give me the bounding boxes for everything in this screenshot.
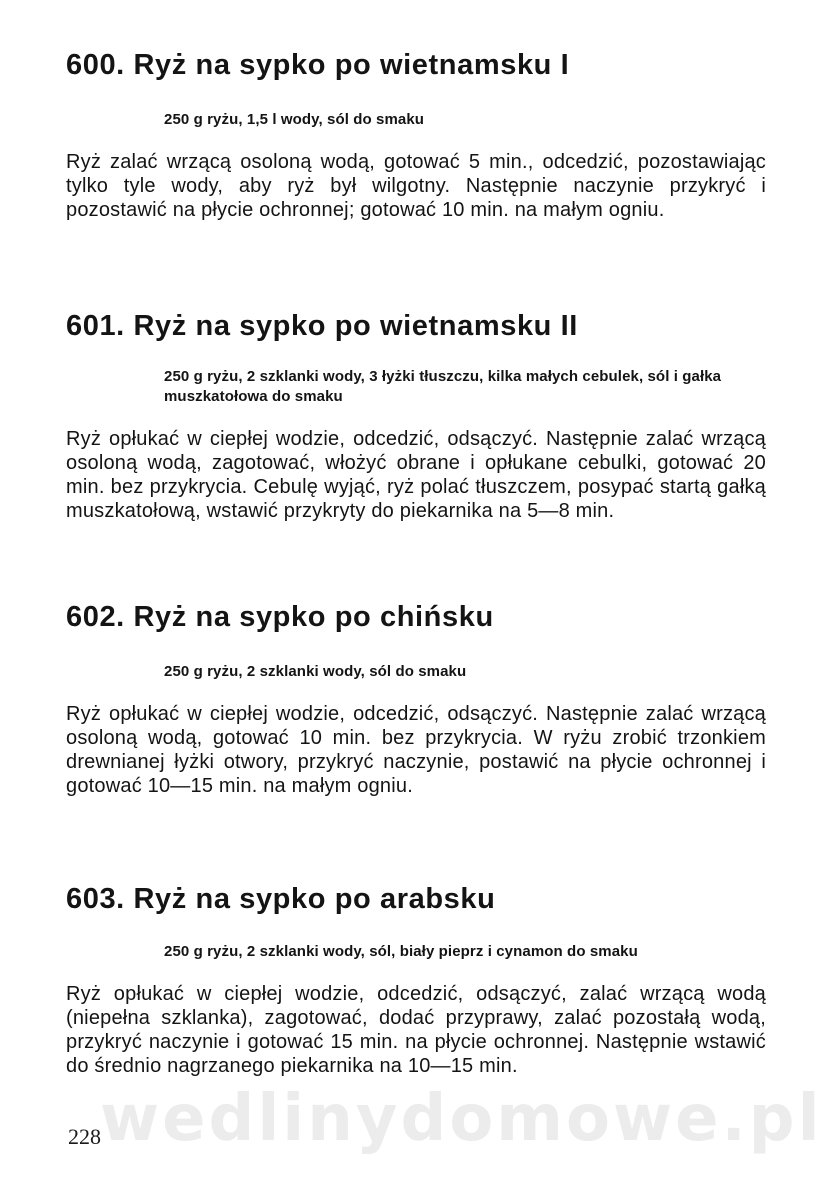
recipe-ingredients: 250 g ryżu, 2 szklanki wody, 3 łyżki tłuszczu, kilka małych cebulek, sól i gałka muszkatołowa do smaku: [164, 368, 722, 405]
recipe-ingredients: 250 g ryżu, 2 szklanki wody, sól, biały pieprz i cynamon do smaku: [164, 943, 638, 960]
page-number: 228: [68, 1124, 101, 1149]
recipe-title: 601. Ryż na sypko po wietnamsku II: [66, 310, 578, 342]
recipe-ingredients: 250 g ryżu, 2 szklanki wody, sól do smaku: [164, 663, 467, 680]
recipe-603: [66, 882, 766, 1078]
recipe-title: 600. Ryż na sypko po wietnamsku I: [66, 49, 570, 81]
recipe-instructions: Ryż zalać wrzącą osoloną wodą, gotować 5 min., odcedzić, pozostawiając tylko tyle wody, aby ryż był wilgotny. Następnie naczynie przykryć i pozostawić na płycie ochronnej; gotować 10 min. na małym ogniu.: [66, 151, 766, 221]
recipe-600: [66, 48, 766, 222]
recipe-instructions: Ryż opłukać w ciepłej wodzie, odcedzić, odsączyć, zalać wrzącą wodą (niepełna szklanka), zagotować, dodać przyprawy, zalać pozostałą wodą, przykryć naczynie i gotować 15 min. na płycie ochronnej. Następnie wstawić do średnio nagrzanego piekarnika na 10—15 min.: [66, 983, 766, 1077]
recipe-title: 602. Ryż na sypko po chińsku: [66, 601, 494, 633]
recipe-602: [66, 600, 766, 798]
recipe-ingredients: 250 g ryżu, 1,5 l wody, sól do smaku: [164, 111, 425, 128]
watermark: wedlinydomowe.pl: [100, 1082, 823, 1156]
recipe-instructions: Ryż opłukać w ciepłej wodzie, odcedzić, odsączyć. Następnie zalać wrzącą osoloną wodą, gotować 10 min. bez przykrycia. W ryżu zrobić trzonkiem drewnianej łyżki otwory, przykryć naczynie, postawić na płycie ochronnej i gotować 10—15 min. na małym ogniu.: [66, 703, 766, 797]
recipe-title: 603. Ryż na sypko po arabsku: [66, 883, 496, 915]
recipe-601: [66, 309, 766, 523]
recipe-instructions: Ryż opłukać w ciepłej wodzie, odcedzić, odsączyć. Następnie zalać wrzącą osoloną wodą, zagotować, włożyć obrane i opłukane cebulki, gotować 20 min. bez przykrycia. Cebulę wyjąć, ryż polać tłuszczem, posypać startą gałką muszkatołową, wstawić przykryty do piekarnika na 5—8 min.: [66, 428, 766, 522]
